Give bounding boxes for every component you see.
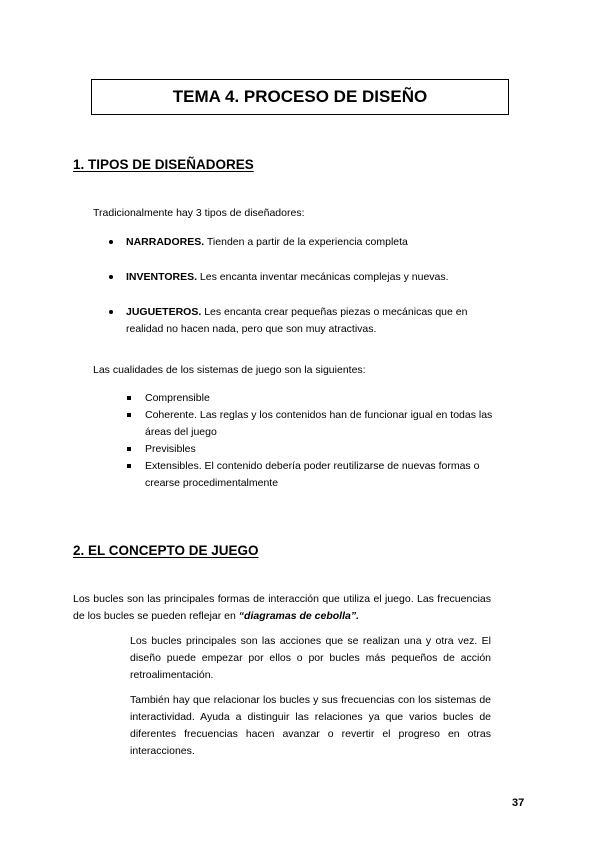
bullet-icon <box>109 240 113 244</box>
section-1-heading: 1. TIPOS DE DISEÑADORES <box>73 157 254 172</box>
quality-item: Coherente. Las reglas y los contenidos han de funcionar igual en todas las áreas del juego <box>145 409 493 438</box>
para1-text: Los bucles son las principales formas de interacción que utiliza el juego. Las frecuencias de los bucles se pueden reflejar en <box>73 593 491 622</box>
section-1-intro: Tradicionalmente hay 3 tipos de diseñadores: <box>93 207 305 219</box>
list-item-jugueteros <box>126 304 471 338</box>
type-desc: Les encanta inventar mecánicas complejas y nuevas. <box>199 271 449 283</box>
section-2-paragraph-2: Los bucles principales son las acciones que se realizan una y otra vez. El diseño puede empezar por ellos o por bucles más pequeños de acción retroalimentación. <box>130 635 491 681</box>
section-2-heading: 2. EL CONCEPTO DE JUEGO <box>73 543 259 558</box>
list-item-narradores <box>126 234 506 251</box>
quality-item: Previsibles <box>145 443 196 455</box>
type-name: JUGUETEROS. <box>126 306 202 318</box>
bullet-icon <box>109 310 113 314</box>
section-2-paragraph-1 <box>73 591 491 625</box>
type-desc: Tienden a partir de la experiencia completa <box>206 236 408 248</box>
section-2-paragraph-3: También hay que relacionar los bucles y sus frecuencias con los sistemas de interactividad. Ayuda a distinguir las relaciones ya que varios bucles de diferentes frecuencias hacen avanzar o revertir el progreso en otras interacciones. <box>130 694 491 757</box>
quality-item: Comprensible <box>145 392 210 404</box>
type-name: INVENTORES. <box>126 271 197 283</box>
para1-emphasis: “diagramas de cebolla”. <box>238 610 359 622</box>
square-bullet-icon <box>127 464 131 468</box>
page-title <box>91 79 509 115</box>
list-item-inventores <box>126 269 506 286</box>
type-name: NARRADORES. <box>126 236 205 248</box>
page-title-text: TEMA 4. PROCESO DE DISEÑO <box>172 87 428 106</box>
quality-item: Extensibles. El contenido debería poder reutilizarse de nuevas formas o crearse procedimentalmente <box>145 460 480 489</box>
square-bullet-icon <box>127 396 131 400</box>
square-bullet-icon <box>127 447 131 451</box>
page-number: 37 <box>512 797 525 809</box>
type-desc: Les encanta crear pequeñas piezas o mecánicas que en realidad no hacen nada, pero que son muy atractivas. <box>126 306 468 335</box>
qualities-intro: Las cualidades de los sistemas de juego son la siguientes: <box>93 364 366 376</box>
bullet-icon <box>109 275 113 279</box>
square-bullet-icon <box>127 413 131 417</box>
